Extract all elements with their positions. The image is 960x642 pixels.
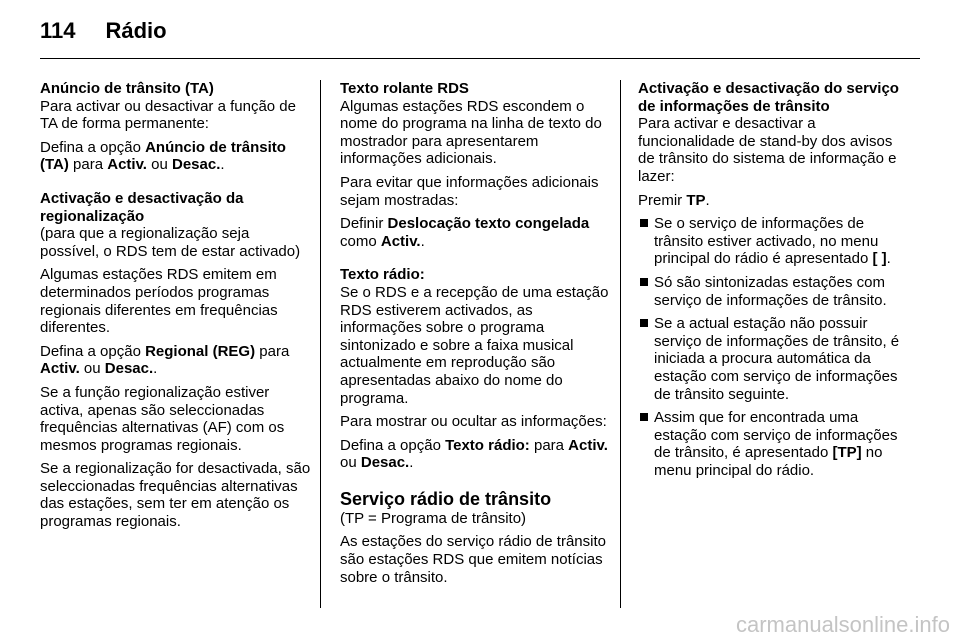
- paragraph: Defina a opção Anúncio de trânsito (TA) para Activ. ou Desac..: [40, 138, 286, 174]
- heading-rds-scroll-text: Texto rolante RDS: [340, 80, 469, 97]
- heading-traffic-announcement: Anúncio de trânsito (TA): [40, 80, 214, 97]
- bullet-square-icon: [640, 278, 648, 286]
- list-item: Assim que for encontrada uma estação com serviço de informações de trânsito, é apresentado [TP] no menu principal do rádio.: [638, 409, 910, 479]
- bullet-square-icon: [640, 413, 648, 421]
- watermark: carmanualsonline.info: [735, 612, 950, 637]
- column-1: [40, 80, 312, 537]
- paragraph: Definir Deslocação texto congelada como Activ..: [340, 215, 590, 250]
- heading-traffic-info-toggle: Activação e desactivação do serviço de informações de trânsito: [638, 80, 899, 115]
- paragraph: Se a função regionalização estiver activa, apenas são seleccionadas frequências alternativas (AF) com os mesmos programas regionais.: [40, 383, 285, 454]
- paragraph: Defina a opção Regional (REG) para Activ. ou Desac..: [40, 342, 290, 378]
- page-number: 114: [40, 18, 76, 43]
- bullet-square-icon: [640, 219, 648, 227]
- paragraph: Se a regionalização for desactivada, são seleccionadas frequências alternativas das estações, sem ter em atenção os programas regionais.: [40, 460, 311, 531]
- heading-radio-text: Texto rádio:: [340, 266, 425, 284]
- paragraph: Defina a opção Texto rádio: para Activ. ou Desac..: [340, 436, 608, 472]
- paragraph: (TP = Programa de trânsito): [340, 509, 527, 527]
- paragraph: Para activar ou desactivar a função de TA de forma permanente:: [40, 97, 296, 133]
- paragraph: Para evitar que informações adicionais sejam mostradas:: [340, 173, 599, 209]
- paragraph: Se o RDS e a recepção de uma estação RDS estiverem activados, as informações sobre o programa sintonizado e sobre a faixa musical actualmente em reprodução são apresentadas abaixo do nome do programa.: [340, 283, 609, 407]
- paragraph: Para mostrar ou ocultar as informações:: [340, 413, 607, 431]
- column-2: [340, 80, 610, 592]
- heading-regionalization: Activação e desactivação da regionalização: [40, 189, 244, 225]
- column-divider: [320, 80, 321, 608]
- paragraph: Para activar e desactivar a funcionalidade de stand-by dos avisos de trânsito do sistema de informação e lazer:: [638, 115, 897, 185]
- list-item: Só são sintonizadas estações com serviço de informações de trânsito.: [638, 274, 910, 309]
- page-header: [40, 18, 920, 59]
- column-divider: [620, 80, 621, 608]
- list-item: Se a actual estação não possuir serviço de informações de trânsito, é iniciada a procura automática da estação com serviço de informações de trânsito seguinte.: [638, 315, 910, 403]
- section-heading-traffic-service: Serviço rádio de trânsito: [340, 488, 552, 509]
- paragraph: As estações do serviço rádio de trânsito são estações RDS que emitem notícias sobre o trânsito.: [340, 533, 606, 586]
- paragraph: (para que a regionalização seja possível, o RDS tem de estar activado): [40, 225, 301, 260]
- column-3: [638, 80, 910, 485]
- paragraph: Premir TP.: [638, 191, 710, 209]
- paragraph: Algumas estações RDS escondem o nome do programa na linha de texto do mostrador para apresentarem informações adicionais.: [340, 97, 602, 168]
- list-item: Se o serviço de informações de trânsito estiver activado, no menu principal do rádio é apresentado [ ].: [638, 215, 910, 268]
- paragraph: Algumas estações RDS emitem em determinados períodos programas regionais diferentes em frequências diferentes.: [40, 266, 278, 337]
- bullet-list: [638, 215, 910, 479]
- page-title: Rádio: [105, 18, 167, 43]
- bullet-square-icon: [640, 319, 648, 327]
